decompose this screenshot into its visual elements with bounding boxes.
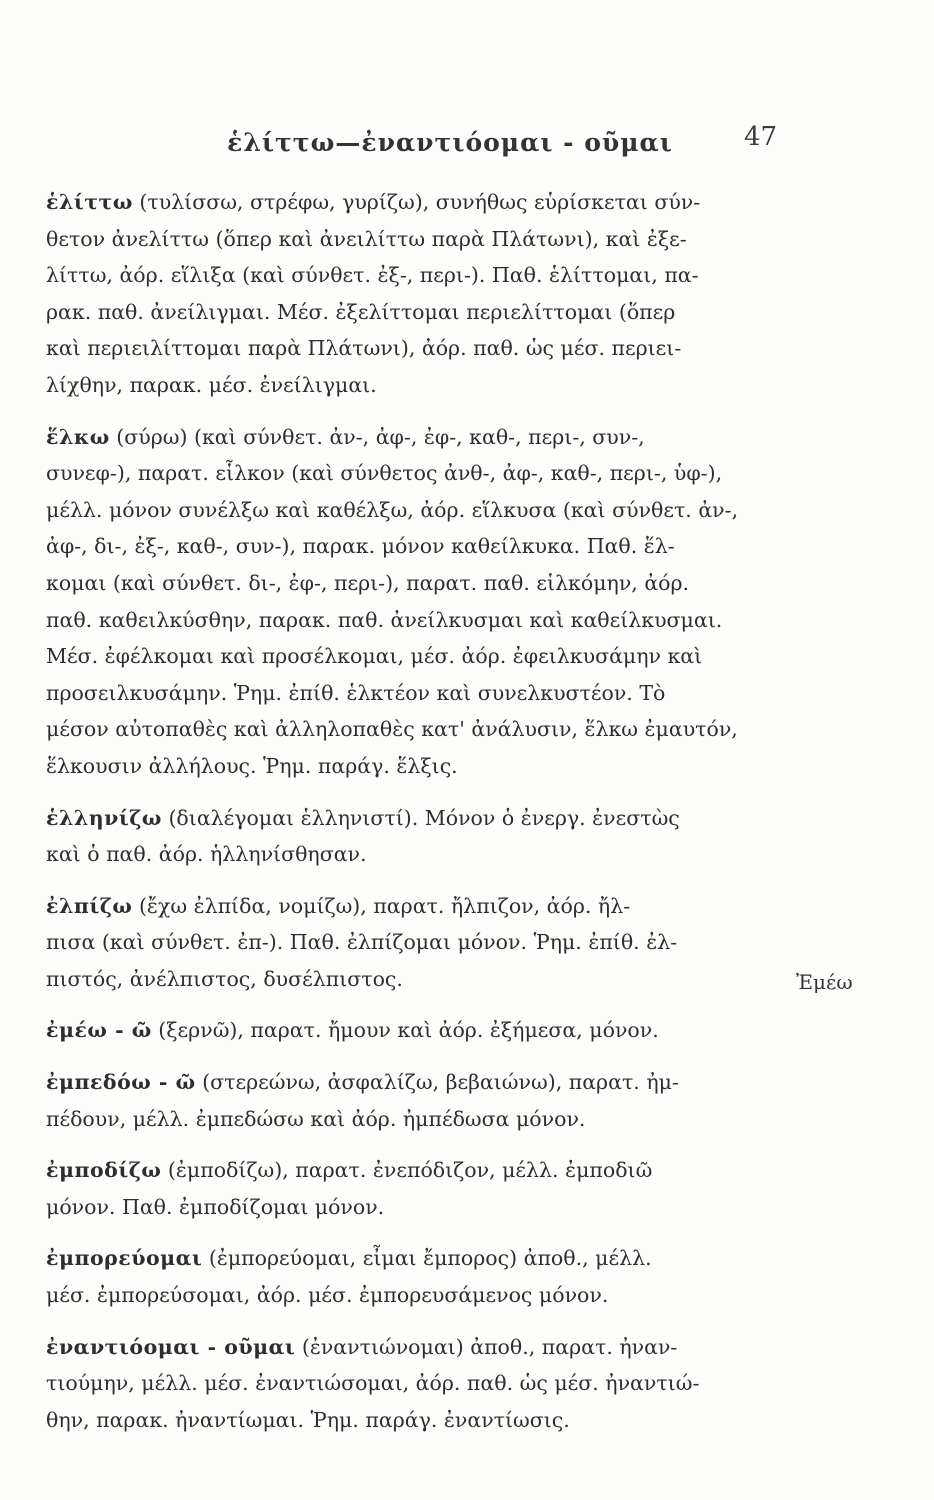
entry-line: (ἐμποδίζω), παρατ. ἐνεπόδιζον, μέλλ. ἐμποδιῶ [161,1158,653,1183]
entry-line: (ξερνῶ), παρατ. ἤμουν καὶ ἀόρ. ἐξήμεσα, μόνον. [151,1018,659,1043]
dictionary-entry [46,1012,776,1049]
page-number: 47 [744,122,778,152]
entry-line: θετον ἀνελίττω (ὅπερ καὶ ἀνειλίττω παρὰ Πλάτωνι), καὶ ἐξε- [46,226,687,251]
entry-line: μέσ. ἐμπορεύσομαι, ἀόρ. μέσ. ἐμπορευσάμενος μόνον. [46,1283,609,1308]
entry-line: ἀφ-, δι-, ἐξ-, καθ-, συν-), παρακ. μόνον καθείλκυκα. Παθ. ἕλ- [46,534,675,559]
entry-line: ἕλκουσιν ἀλλήλους. Ῥημ. παράγ. ἕλξις. [46,753,458,778]
entry-headword: ἐμποδίζω [46,1158,162,1183]
entry-line: λίχθην, παρακ. μέσ. ἐνείλιγμαι. [46,372,377,397]
dictionary-entry [46,184,776,404]
entry-headword: ἐμπεδόω - ῶ [46,1070,196,1095]
dictionary-entry [46,1152,776,1225]
entry-line: μέσον αὐτοπαθὲς καὶ ἀλληλοπαθὲς κατ' ἀνάλυσιν, ἕλκω ἐμαυτόν, [46,717,738,742]
entry-line: (σύρω) (καὶ σύνθετ. ἀν-, ἀφ-, ἐφ-, καθ-, περι-, συν-, [109,424,645,449]
running-head [0,122,934,168]
dictionary-entry [46,1240,776,1313]
entry-headword: ἑλληνίζω [46,805,162,830]
entry-line: θην, παρακ. ἠναντίωμαι. Ῥημ. παράγ. ἐναντίωσις. [46,1407,570,1432]
entry-line: κομαι (καὶ σύνθετ. δι-, ἐφ-, περι-), παρατ. παθ. εἱλκόμην, ἀόρ. [46,570,690,595]
entry-line: τιούμην, μέλλ. μέσ. ἐναντιώσομαι, ἀόρ. παθ. ὡς μέσ. ἠναντιώ- [46,1371,700,1396]
entry-line: (τυλίσσω, στρέφω, γυρίζω), συνήθως εὑρίσκεται σύν- [132,190,701,214]
entry-headword: ἐλπίζω [46,893,133,918]
dictionary-entry [46,419,776,785]
entry-line: (ἐμπορεύομαι, εἶμαι ἔμπορος) ἀποθ., μέλλ. [202,1246,652,1271]
entry-headword: ἐμέω - ῶ [46,1018,152,1043]
entry-line: (ἔχω ἐλπίδα, νομίζω), παρατ. ἤλπιζον, ἀόρ. ἤλ- [132,893,631,918]
entry-line: μόνον. Παθ. ἐμποδίζομαι μόνον. [46,1194,385,1219]
entry-line: καὶ περιειλίττομαι παρὰ Πλάτωνι), ἀόρ. παθ. ὡς μέσ. περιει- [46,336,682,361]
entry-line: (στερεώνω, ἀσφαλίζω, βεβαιώνω), παρατ. ἠμ- [195,1070,679,1095]
entry-headword: ἐμπορεύομαι [46,1246,203,1271]
entry-line: Μέσ. ἐφέλκομαι καὶ προσέλκομαι, μέσ. ἀόρ. ἐφειλκυσάμην καὶ [46,644,703,669]
entry-line: (ἐναντιώνομαι) ἀποθ., παρατ. ἠναν- [295,1334,678,1359]
entry-line: καὶ ὁ παθ. ἀόρ. ἡλληνίσθησαν. [46,842,367,867]
handwritten-margin-note: Ἐμέω [796,970,853,994]
header-title: ἑλίττω—ἐναντιόομαι - οῦμαι [227,128,673,157]
dictionary-entry [46,888,776,998]
entry-line: προσειλκυσάμην. Ῥημ. ἐπίθ. ἑλκτέον καὶ συνελκυστέον. Τὸ [46,680,666,705]
entry-line: (διαλέγομαι ἑλληνιστί). Μόνον ὁ ἐνεργ. ἐνεστὼς [161,805,680,830]
entry-line: ρακ. παθ. ἀνείλιγμαι. Μέσ. ἐξελίττομαι περιελίττομαι (ὅπερ [46,299,676,324]
dictionary-entry [46,800,776,873]
entry-line: λίττω, ἀόρ. εἵλιξα (καὶ σύνθετ. ἐξ-, περι-). Παθ. ἑλίττομαι, πα- [46,263,699,288]
entry-line: μέλλ. μόνον συνέλξω καὶ καθέλξω, ἀόρ. εἵλκυσα (καὶ σύνθετ. ἀν-, [46,497,739,522]
dictionary-entries [46,184,776,1453]
entry-line: πιστός, ἀνέλπιστος, δυσέλπιστος. [46,966,403,991]
entry-headword: ἑλίττω [46,190,133,214]
entry-headword: ἐναντιόομαι - οῦμαι [46,1334,296,1359]
dictionary-entry [46,1064,776,1137]
entry-line: παθ. καθειλκύσθην, παρακ. παθ. ἀνείλκυσμαι καὶ καθείλκυσμαι. [46,607,723,632]
entry-line: πισα (καὶ σύνθετ. ἐπ-). Παθ. ἐλπίζομαι μόνον. Ῥημ. ἐπίθ. ἐλ- [46,930,678,955]
entry-line: συνεφ-), παρατ. εἷλκον (καὶ σύνθετος ἀνθ-, ἀφ-, καθ-, περι-, ὑφ-), [46,461,723,486]
dictionary-entry [46,1329,776,1439]
entry-headword: ἕλκω [46,424,110,449]
entry-line: πέδουν, μέλλ. ἐμπεδώσω καὶ ἀόρ. ἠμπέδωσα μόνον. [46,1106,586,1131]
